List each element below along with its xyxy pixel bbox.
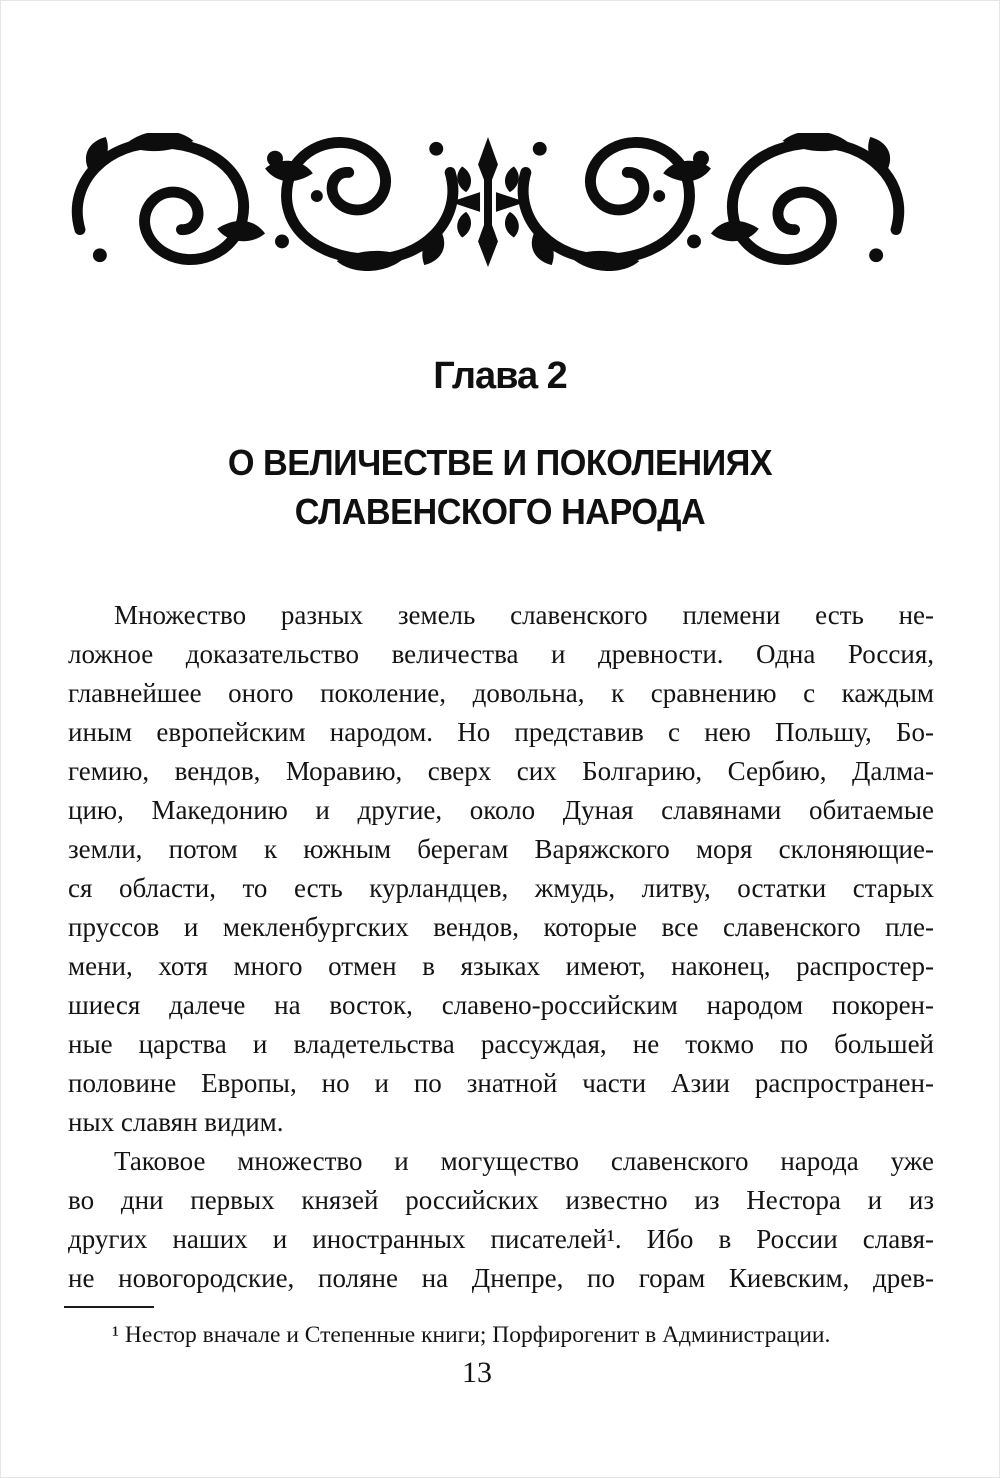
text-line: не новогородские, поляне на Днепре, по горам Киевским, древ- xyxy=(68,1263,934,1293)
text-line: пруссов и мекленбургских вендов, которые все славенского пле- xyxy=(68,912,934,942)
floral-headpiece-ornament xyxy=(70,133,906,271)
text-line: гемию, вендов, Моравию, сверх сих Болгарию, Сербию, Далма- xyxy=(68,756,934,786)
text-line: мени, хотя много отмен в языках имеют, наконец, распростер- xyxy=(68,951,934,981)
text-line: Таковое множество и могущество славенского народа уже xyxy=(114,1146,934,1176)
page-number: 13 xyxy=(462,1356,492,1389)
text-line: главнейшее оного поколение, довольна, к сравнению с каждым xyxy=(68,678,934,708)
chapter-title xyxy=(25,438,975,536)
text-line: ложное доказательство величества и древности. Одна Россия, xyxy=(68,639,934,669)
text-line: ные царства и владетельства рассуждая, не токмо по большей xyxy=(68,1029,934,1059)
chapter-label: Глава 2 xyxy=(433,355,567,397)
footnote-text: ¹ Нестор вначале и Степенные книги; Порфирогенит в Администрации. xyxy=(112,1322,831,1348)
text-line: Множество разных земель славенского племени есть не- xyxy=(114,600,934,630)
body-text xyxy=(68,596,934,1298)
text-line: земли, потом к южным берегам Варяжского моря склоняющие- xyxy=(68,834,934,864)
text-line: во дни первых князей российских известно из Нестора и из xyxy=(68,1185,934,1215)
chapter-title-line2: СЛАВЕНСКОГО НАРОДА xyxy=(294,491,706,532)
chapter-title-line1: О ВЕЛИЧЕСТВЕ И ПОКОЛЕНИЯХ xyxy=(227,442,773,483)
footnote-divider xyxy=(64,1306,154,1308)
text-line: цию, Македонию и другие, около Дуная славянами обитаемые xyxy=(68,795,934,825)
text-line: половине Европы, но и по знатной части Азии распространен- xyxy=(68,1068,934,1098)
text-line: ся области, то есть курландцев, жмудь, литву, остатки старых xyxy=(68,873,934,903)
text-line: ных славян видим. xyxy=(68,1107,284,1137)
text-line: других наших и иностранных писателей¹. Ибо в России славя- xyxy=(68,1224,934,1254)
text-line: иным европейским народом. Но представив с нею Польшу, Бо- xyxy=(68,717,934,747)
text-line: шиеся далече на восток, славено-российским народом покорен- xyxy=(68,990,934,1020)
